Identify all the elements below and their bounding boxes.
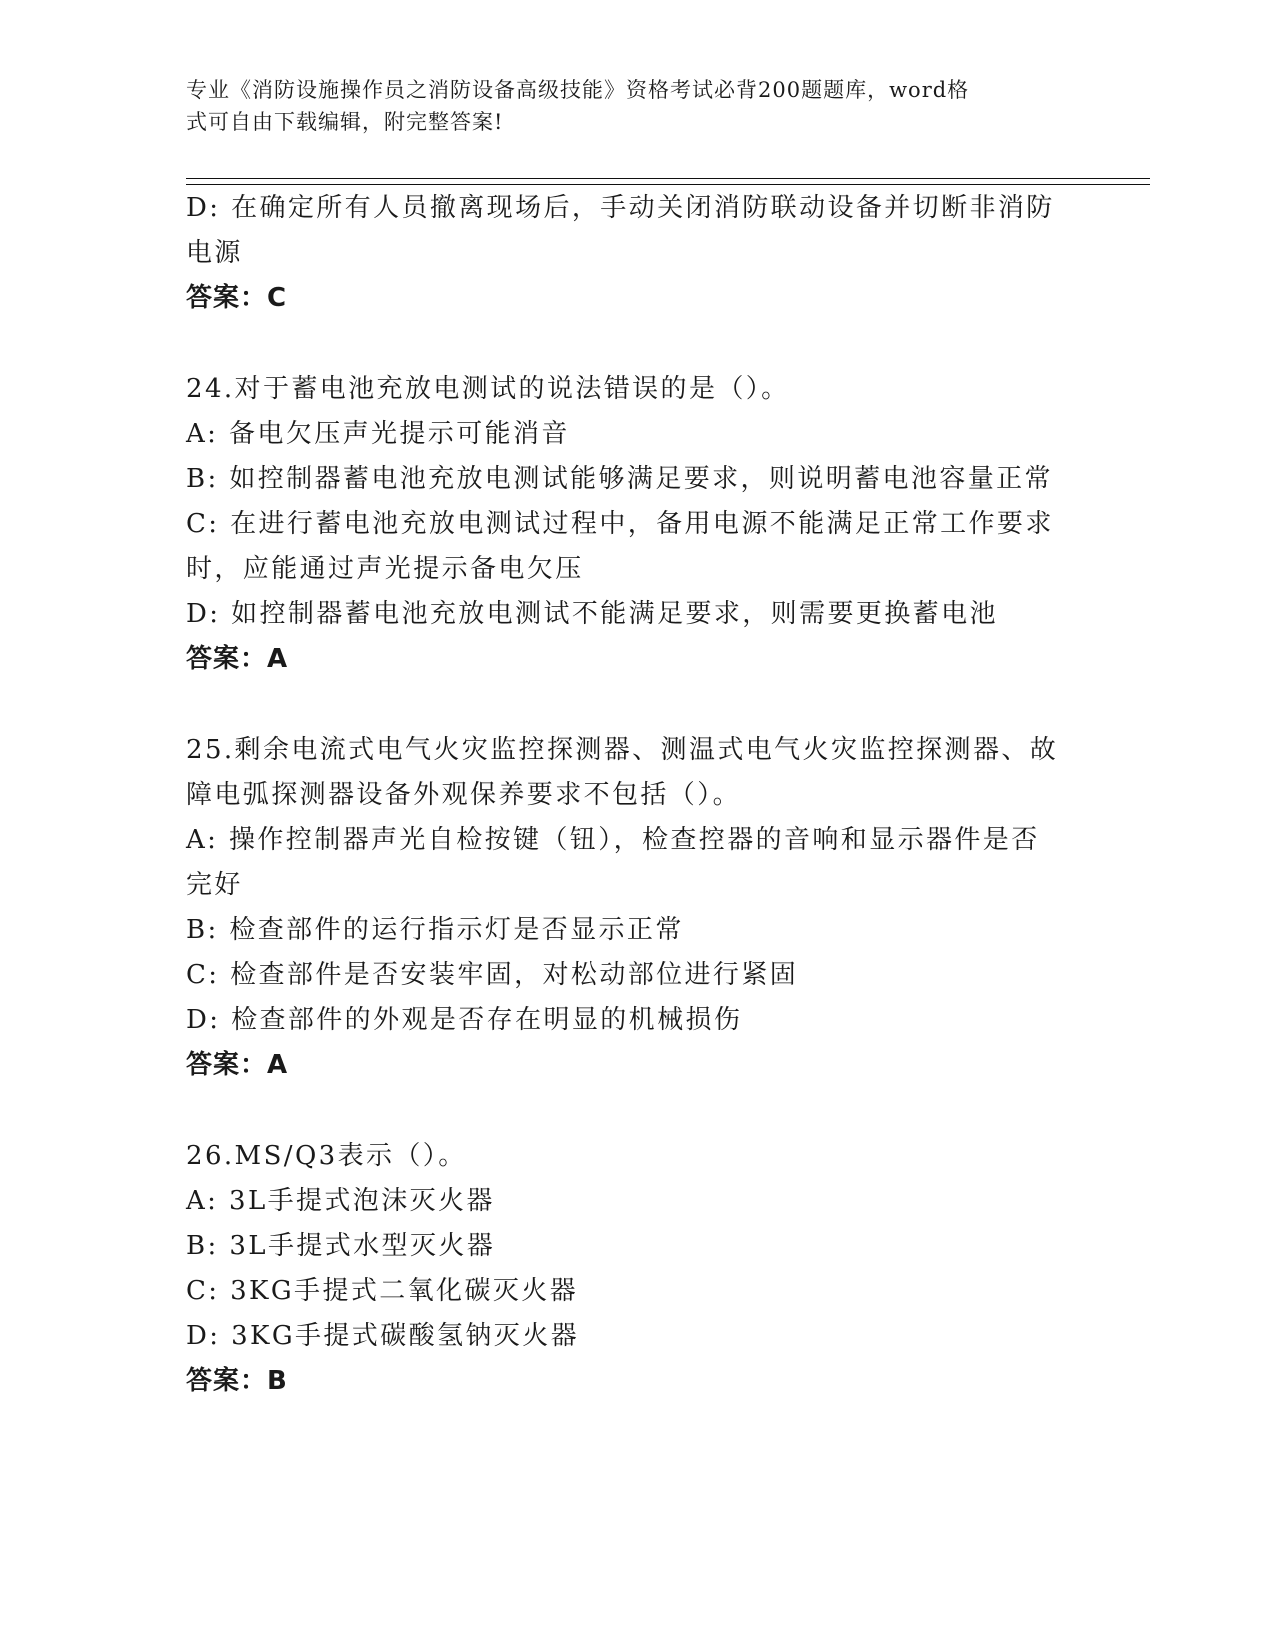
question-text: 24.对于蓄电池充放电测试的说法错误的是（）。 [186, 374, 790, 404]
question-26 [186, 1134, 1086, 1404]
answer-line: 答案：C [186, 283, 288, 313]
question-text: 25.剩余电流式电气火灾监控探测器、测温式电气火灾监控探测器、故 [186, 735, 1059, 765]
option-b: B: 3L手提式水型灭火器 [186, 1231, 496, 1261]
spacer [186, 682, 1086, 728]
question-text-continued: 障电弧探测器设备外观保养要求不包括（）。 [186, 780, 742, 810]
header-line-1: 专业《消防设施操作员之消防设备高级技能》资格考试必背200题题库，word格 [186, 78, 970, 102]
header-line-2: 式可自由下载编辑，附完整答案! [186, 110, 504, 134]
spacer [186, 321, 1086, 367]
page-header [186, 74, 1066, 138]
option-b: B: 检查部件的运行指示灯是否显示正常 [186, 915, 684, 945]
question-24 [186, 367, 1086, 682]
option-d: D: 如控制器蓄电池充放电测试不能满足要求，则需要更换蓄电池 [186, 599, 998, 629]
option-a: A: 操作控制器声光自检按键（钮），检查控器的音响和显示器件是否 [186, 825, 1040, 855]
option-d: D: 检查部件的外观是否存在明显的机械损伤 [186, 1005, 743, 1035]
option-d: D: 在确定所有人员撤离现场后，手动关闭消防联动设备并切断非消防 [186, 193, 1055, 223]
header-rule-bottom [186, 184, 1150, 185]
question-23-tail [186, 186, 1086, 321]
option-c: C: 3KG手提式二氧化碳灭火器 [186, 1276, 579, 1306]
option-a: A: 备电欠压声光提示可能消音 [186, 419, 570, 449]
option-d: D: 3KG手提式碳酸氢钠灭火器 [186, 1321, 580, 1351]
option-a: A: 3L手提式泡沫灭火器 [186, 1186, 495, 1216]
answer-line: 答案：A [186, 644, 289, 674]
option-c-continued: 时，应能通过声光提示备电欠压 [186, 554, 584, 584]
spacer [186, 1088, 1086, 1134]
option-b: B: 如控制器蓄电池充放电测试能够满足要求，则说明蓄电池容量正常 [186, 464, 1053, 494]
option-c: C: 在进行蓄电池充放电测试过程中，备用电源不能满足正常工作要求 [186, 509, 1054, 539]
option-d-continued: 电源 [186, 238, 243, 268]
option-c: C: 检查部件是否安装牢固，对松动部位进行紧固 [186, 960, 799, 990]
document-body [186, 186, 1086, 1404]
answer-line: 答案：B [186, 1366, 288, 1396]
answer-line: 答案：A [186, 1050, 289, 1080]
header-rule-top [186, 178, 1150, 179]
question-25 [186, 728, 1086, 1088]
question-text: 26.MS/Q3表示（）。 [186, 1141, 467, 1171]
option-a-continued: 完好 [186, 870, 243, 900]
